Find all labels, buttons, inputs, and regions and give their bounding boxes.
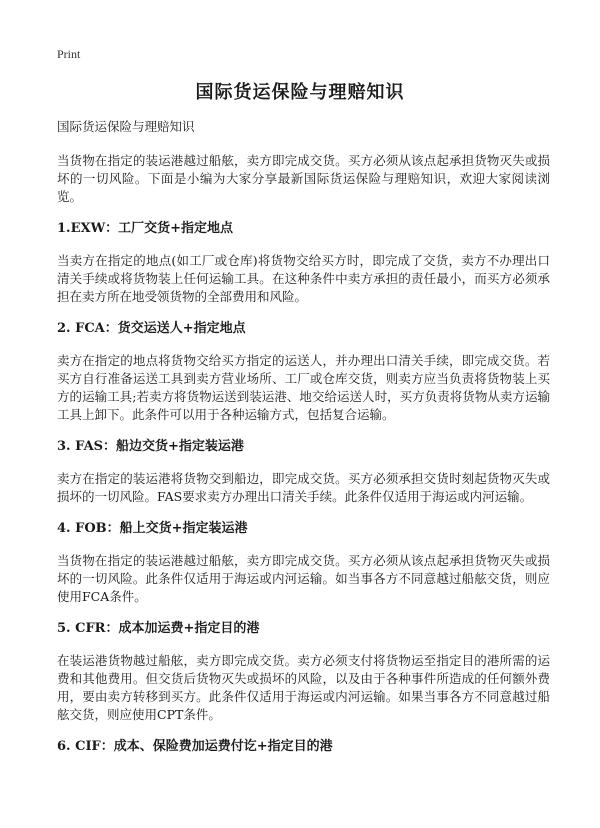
print-label[interactable]: Print [57, 47, 81, 61]
section-body-fob: 当货物在指定的装运港越过船舷，卖方即完成交货。买方必须从该点起承担货物灭失或损坏的一切风险。此条件仅适用于海运或内河运输。如当事各方不同意越过船舷交货，则应使用FCA条件。 [57, 553, 550, 604]
document-body [57, 118, 550, 770]
section-body-fas: 卖方在指定的装运港将货物交到船边，即完成交货。买方必须承担交货时刻起货物灭失或损坏的一切风险。FAS要求卖方办理出口清关手续。此条件仅适用于海运或内河运输。 [57, 471, 550, 504]
section-body-cfr: 在装运港货物越过船舷，卖方即完成交货。卖方必须支付将货物运至指定目的港所需的运费和其他费用。但交货后货物灭失或损坏的风险，以及由于各种事件所造成的任何额外费用，要由卖方转移到买方。此条件仅适用于海运或内河运输。如果当事各方不同意越过船舷交货，则应使用CPT条件。 [57, 653, 550, 722]
section-body-exw: 当卖方在指定的地点(如工厂或仓库)将货物交给买方时，即完成了交货，卖方不办理出口清关手续或将货物装上任何运输工具。在这种条件中卖方承担的责任最小，而买方必须承担在卖方所在地受领货物的全部费用和风险。 [57, 253, 550, 304]
section-body-fca: 卖方在指定的地点将货物交给买方指定的运送人，并办理出口清关手续，即完成交货。若买方自行准备运送工具到卖方营业场所、工厂或仓库交货，则卖方应当负责将货物装上买方的运输工具;若卖方将货物运送到装运港、地交给运送人时，买方负责将货物从卖方运输工具上卸下。此条件可以用于各种运输方式，包括复合运输。 [57, 353, 550, 422]
section-heading-cfr: 5. CFR：成本加运费+指定目的港 [57, 621, 260, 636]
document-subtitle: 国际货运保险与理赔知识 [57, 119, 195, 134]
section-heading-fas: 3. FAS：船边交货+指定装运港 [57, 439, 244, 454]
section-heading-fob: 4. FOB：船上交货+指定装运港 [57, 521, 248, 536]
section-heading-cif: 6. CIF：成本、保险费加运费付讫+指定目的港 [57, 739, 333, 754]
section-heading-exw: 1.EXW：工厂交货+指定地点 [57, 221, 234, 236]
intro-paragraph: 当货物在指定的装运港越过船舷，卖方即完成交货。买方必须从该点起承担货物灭失或损坏的一切风险。下面是小编为大家分享最新国际货运保险与理赔知识，欢迎大家阅读浏览。 [57, 153, 550, 204]
section-heading-fca: 2. FCA：货交运送人+指定地点 [57, 321, 246, 336]
document-title: 国际货运保险与理赔知识 [195, 82, 405, 103]
